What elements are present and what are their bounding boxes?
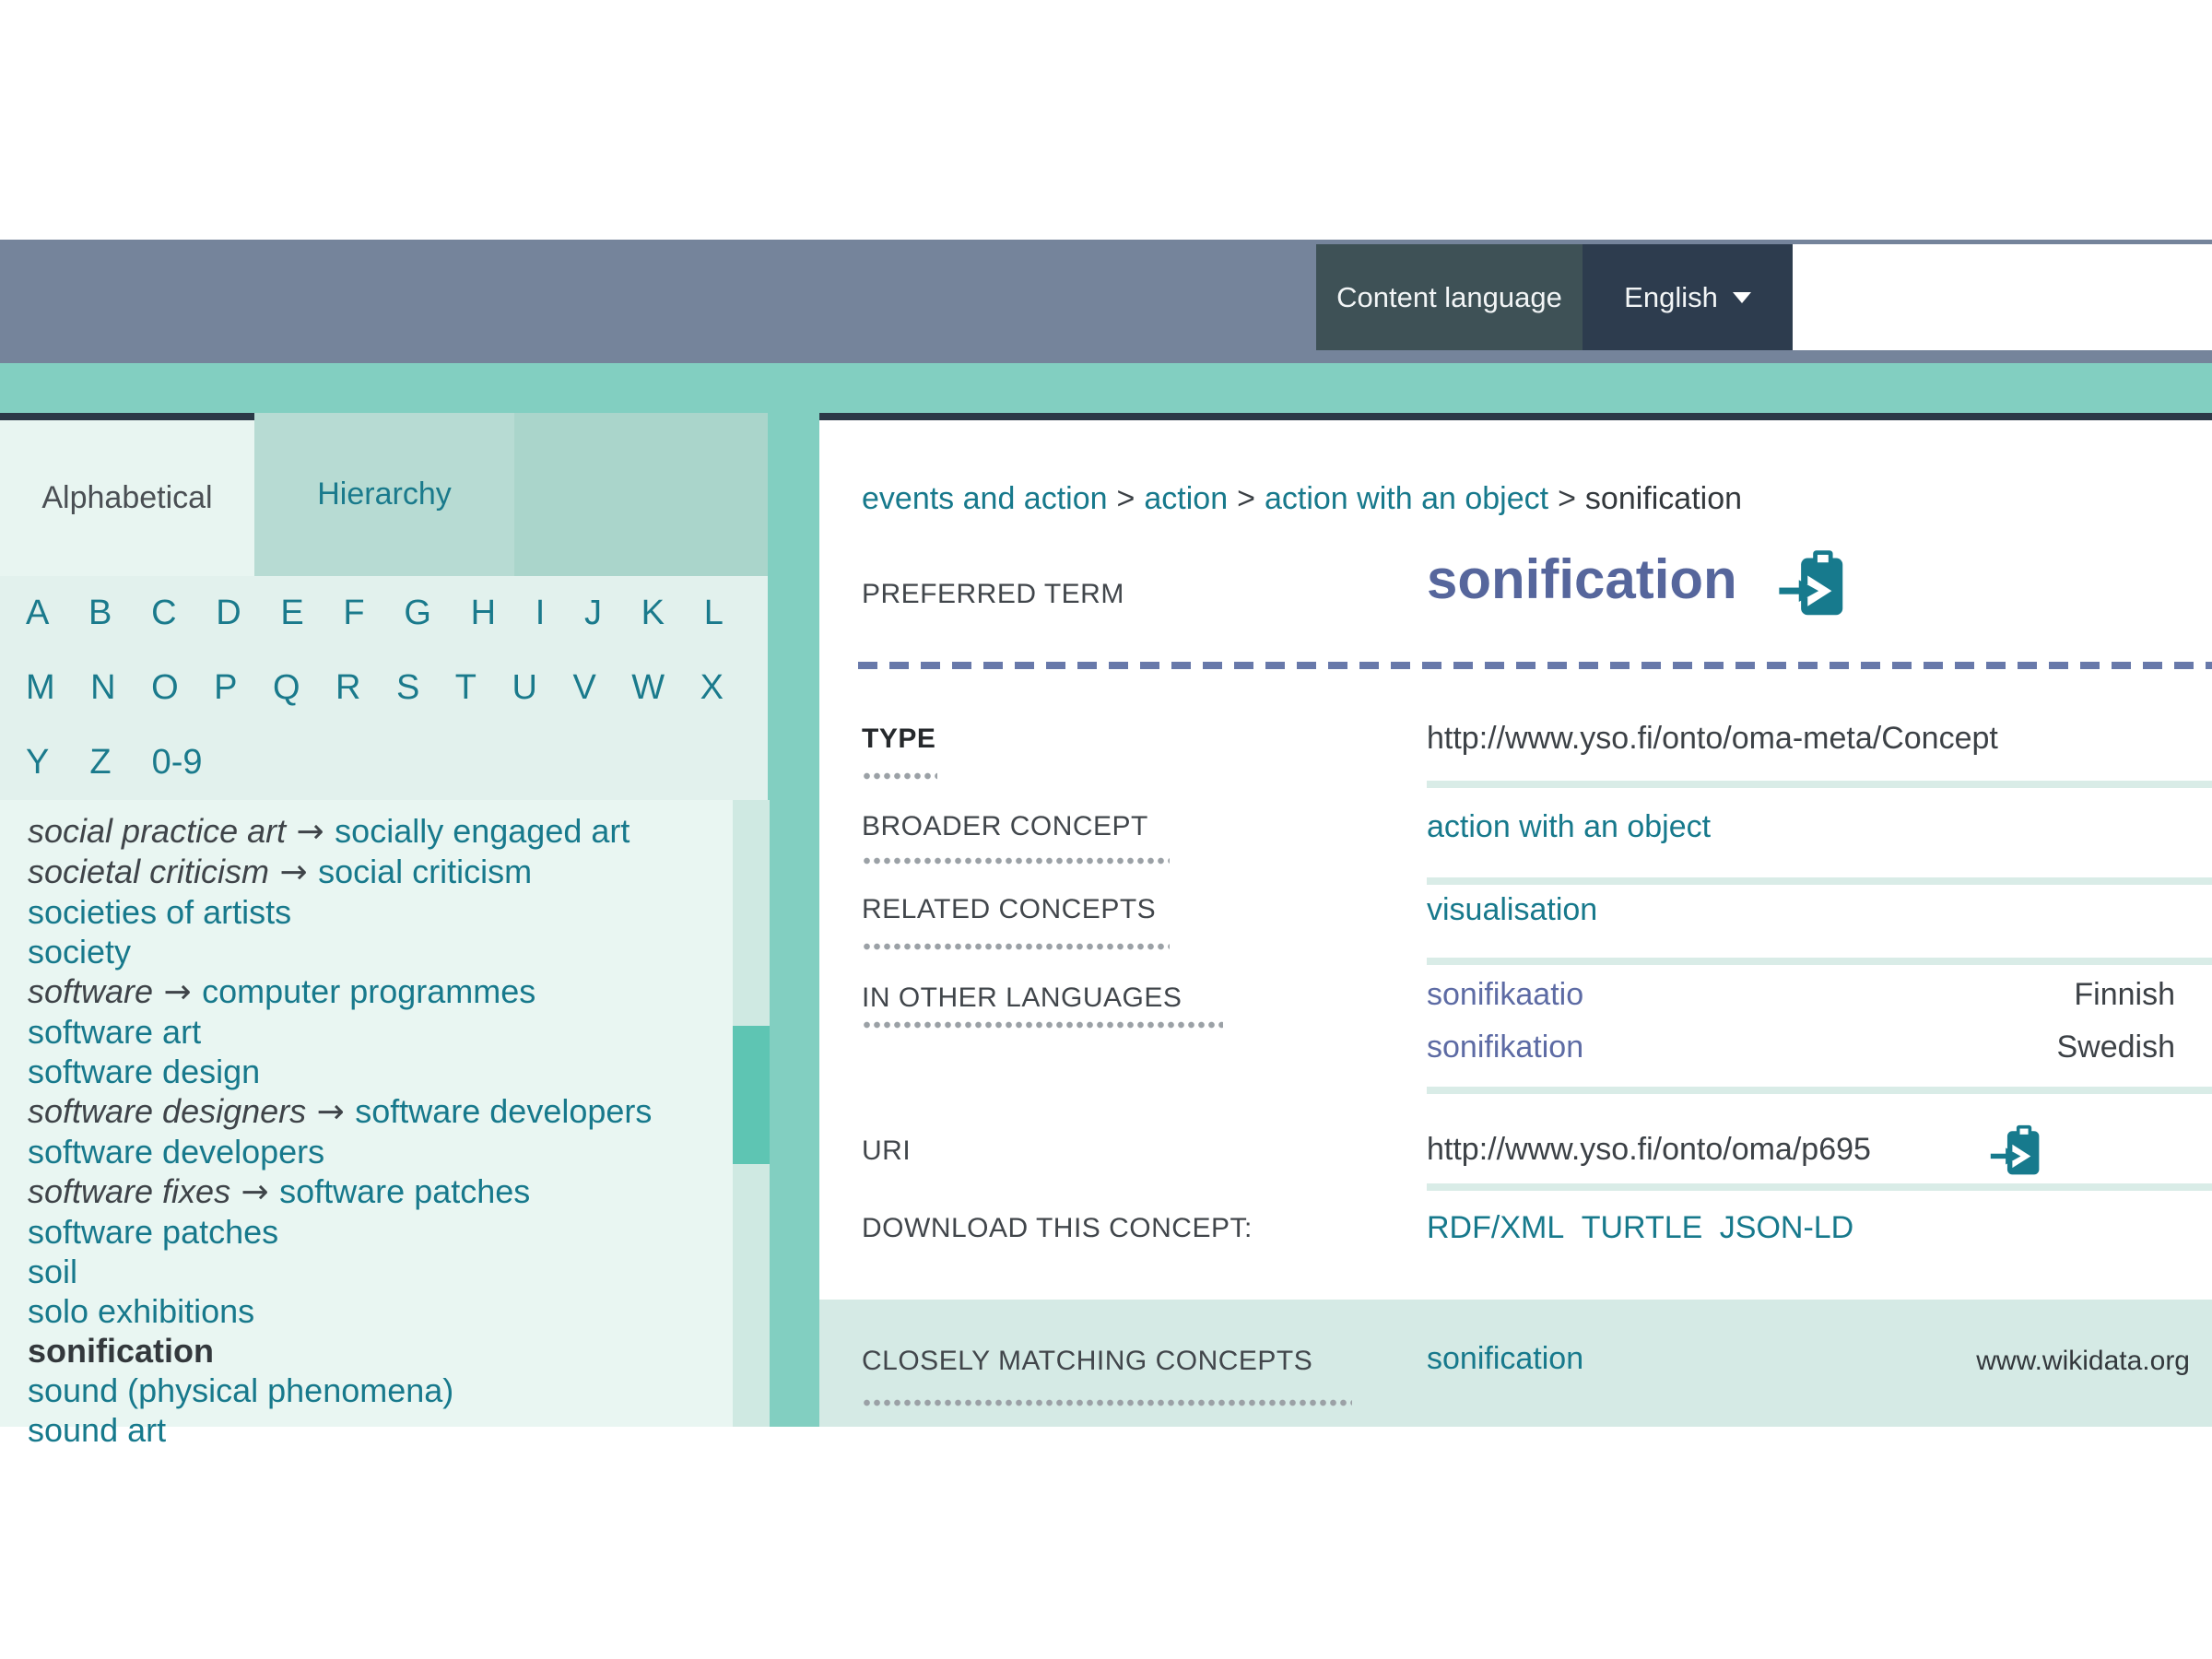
term-alt-label: software designers (28, 1092, 307, 1130)
copy-to-clipboard-icon[interactable] (1777, 549, 1847, 619)
tab-hierarchy-label: Hierarchy (317, 477, 452, 512)
term-link[interactable]: software patches (28, 1213, 279, 1251)
preferred-term-heading: sonification (1427, 548, 1737, 610)
rule-5 (1427, 1183, 2212, 1191)
alphabet-letter-a[interactable]: A (26, 594, 50, 632)
term-alt-label: software (28, 972, 154, 1010)
breadcrumb-item[interactable]: action with an object (1264, 481, 1549, 516)
download-turtle-link[interactable]: TURTLE (1581, 1210, 1703, 1245)
language-dropdown[interactable] (1583, 244, 1793, 350)
term-row (28, 852, 733, 892)
language-value: English (1624, 280, 1718, 313)
alphabet-letter-j[interactable]: J (583, 594, 602, 632)
term-link[interactable]: social criticism (318, 853, 533, 890)
language-term-link[interactable]: sonifikaatio (1427, 977, 1584, 1012)
breadcrumb-separator: > (1116, 481, 1135, 516)
term-row (28, 811, 733, 852)
copy-uri-icon[interactable] (1989, 1124, 2042, 1178)
alphabet-letter-i[interactable]: I (535, 594, 546, 632)
term-row (28, 971, 733, 1012)
term-link[interactable]: software patches (279, 1172, 531, 1210)
related-concept-link[interactable]: visualisation (1427, 892, 1598, 927)
alphabet-letter-f[interactable]: F (343, 594, 365, 632)
download-rdfxml-link[interactable]: RDF/XML (1427, 1210, 1565, 1245)
term-link[interactable]: software design (28, 1053, 261, 1090)
alphabet-letter-u[interactable]: U (512, 668, 537, 707)
language-name: Finnish (2074, 977, 2175, 1012)
languages-dotted (862, 1021, 1223, 1029)
term-row (28, 1212, 733, 1252)
breadcrumb-item[interactable]: action (1144, 481, 1229, 516)
term-link[interactable]: software art (28, 1013, 202, 1051)
matching-concepts-label: CLOSELY MATCHING CONCEPTS (862, 1346, 1313, 1376)
term-link[interactable]: socially engaged art (335, 812, 630, 850)
tab-alphabetical-label: Alphabetical (41, 480, 213, 515)
download-links (1427, 1210, 1853, 1246)
term-row (28, 1252, 733, 1291)
uri-label: URI (862, 1135, 912, 1166)
redirect-arrow: → (286, 813, 335, 851)
redirect-arrow: → (306, 1093, 356, 1131)
type-value: http://www.yso.fi/onto/oma-meta/Concept (1427, 721, 1998, 756)
redirect-arrow: → (230, 1173, 280, 1211)
term-row (28, 1171, 733, 1212)
tab-spacer (514, 413, 768, 576)
type-dotted (862, 772, 937, 780)
download-label: DOWNLOAD THIS CONCEPT: (862, 1213, 1253, 1243)
term-link[interactable]: solo exhibitions (28, 1292, 255, 1330)
search-box (1793, 244, 2212, 350)
tab-alphabetical[interactable] (0, 413, 254, 576)
term-row (28, 932, 733, 971)
term-link[interactable]: sound (physical phenomena) (28, 1371, 454, 1409)
term-row (28, 1091, 733, 1132)
alphabet-letter-s[interactable]: S (395, 668, 420, 707)
content-language-label (1316, 244, 1583, 350)
alphabet-letter-l[interactable]: L (703, 594, 724, 632)
related-dotted (862, 943, 1170, 950)
term-link[interactable]: software developers (355, 1092, 653, 1130)
term-row (28, 1052, 733, 1091)
breadcrumb-item[interactable]: events and action (862, 481, 1108, 516)
content-language-text: Content language (1336, 280, 1562, 313)
term-link[interactable]: soil (28, 1253, 78, 1290)
term-alt-label: software fixes (28, 1172, 231, 1210)
alphabet-letter-c[interactable]: C (151, 594, 177, 632)
alphabet-letter-v[interactable]: V (572, 668, 596, 707)
breadcrumb-separator: > (1558, 481, 1576, 516)
matching-source: www.wikidata.org (1976, 1346, 2190, 1376)
term-row (28, 1371, 733, 1410)
breadcrumb-separator: > (1237, 481, 1255, 516)
download-jsonld-link[interactable]: JSON-LD (1719, 1210, 1854, 1245)
alphabet-letter-z[interactable]: Z (89, 743, 112, 782)
alphabet-letter-g[interactable]: G (404, 594, 431, 632)
alphabet-letter-k[interactable]: K (641, 594, 665, 632)
rule-2 (1427, 877, 2212, 885)
term-link[interactable]: software developers (28, 1133, 325, 1171)
term-row (28, 892, 733, 932)
alphabet-letter-r[interactable]: R (335, 668, 361, 707)
other-languages-label: IN OTHER LANGUAGES (862, 982, 1182, 1013)
term-row (28, 1012, 733, 1052)
alphabet-letter-n[interactable]: N (90, 668, 116, 707)
language-term-link[interactable]: sonifikation (1427, 1030, 1584, 1065)
broader-concept-label: BROADER CONCEPT (862, 811, 1148, 841)
alphabet-row (0, 576, 768, 651)
alphabet-letter-e[interactable]: E (280, 594, 304, 632)
term-alt-label: social practice art (28, 812, 287, 850)
term-row (28, 1331, 733, 1371)
term-link[interactable]: society (28, 933, 132, 971)
term-row (28, 1291, 733, 1331)
rule-1 (1427, 781, 2212, 788)
term-alt-label: societal criticism (28, 853, 270, 890)
term-link[interactable]: sound art (28, 1411, 167, 1449)
chevron-down-icon (1733, 292, 1751, 303)
search-input[interactable] (1793, 244, 2212, 350)
language-name: Swedish (2056, 1030, 2175, 1065)
term-row (28, 1410, 733, 1450)
alphabet-letter-p[interactable]: P (214, 668, 238, 707)
alphabet-letter-o[interactable]: O (151, 668, 179, 707)
alphabet-letter-y[interactable]: Y (26, 743, 50, 782)
tab-hierarchy[interactable] (254, 413, 514, 576)
redirect-arrow: → (269, 853, 319, 891)
alphabet-letter-q[interactable]: Q (272, 668, 300, 707)
alphabet-row (0, 725, 768, 800)
sidebar-scrollbar-thumb[interactable] (733, 1026, 770, 1164)
alphabet-row (0, 651, 768, 725)
alphabet-letter-0-9[interactable]: 0-9 (151, 743, 203, 782)
type-label: TYPE (862, 724, 936, 754)
alphabet-letter-d[interactable]: D (216, 594, 241, 632)
alphabet-letter-m[interactable]: M (26, 668, 55, 707)
alphabet-letter-x[interactable]: X (700, 668, 724, 707)
separator-dashed (858, 662, 2212, 669)
breadcrumb (862, 481, 1742, 517)
alphabet-letter-b[interactable]: B (88, 594, 112, 632)
alphabet-index (0, 576, 768, 800)
broader-dotted (862, 857, 1170, 865)
term-current: sonification (28, 1332, 215, 1370)
matching-dotted (862, 1399, 1352, 1406)
term-list (0, 800, 733, 1449)
alphabet-letter-t[interactable]: T (454, 668, 477, 707)
alphabet-letter-h[interactable]: H (470, 594, 497, 632)
related-concepts-label: RELATED CONCEPTS (862, 894, 1157, 924)
term-row (28, 1132, 733, 1171)
redirect-arrow: → (153, 973, 203, 1011)
term-link[interactable]: societies of artists (28, 893, 292, 931)
preferred-term-label: PREFERRED TERM (862, 579, 1124, 609)
matching-concept-link[interactable]: sonification (1427, 1341, 1584, 1376)
uri-value: http://www.yso.fi/onto/oma/p695 (1427, 1132, 1871, 1167)
rule-4 (1427, 1087, 2212, 1094)
alphabet-letter-w[interactable]: W (631, 668, 665, 707)
broader-concept-link[interactable]: action with an object (1427, 809, 1712, 844)
rule-3 (1427, 958, 2212, 965)
breadcrumb-item: sonification (1584, 481, 1743, 516)
term-link[interactable]: computer programmes (202, 972, 536, 1010)
